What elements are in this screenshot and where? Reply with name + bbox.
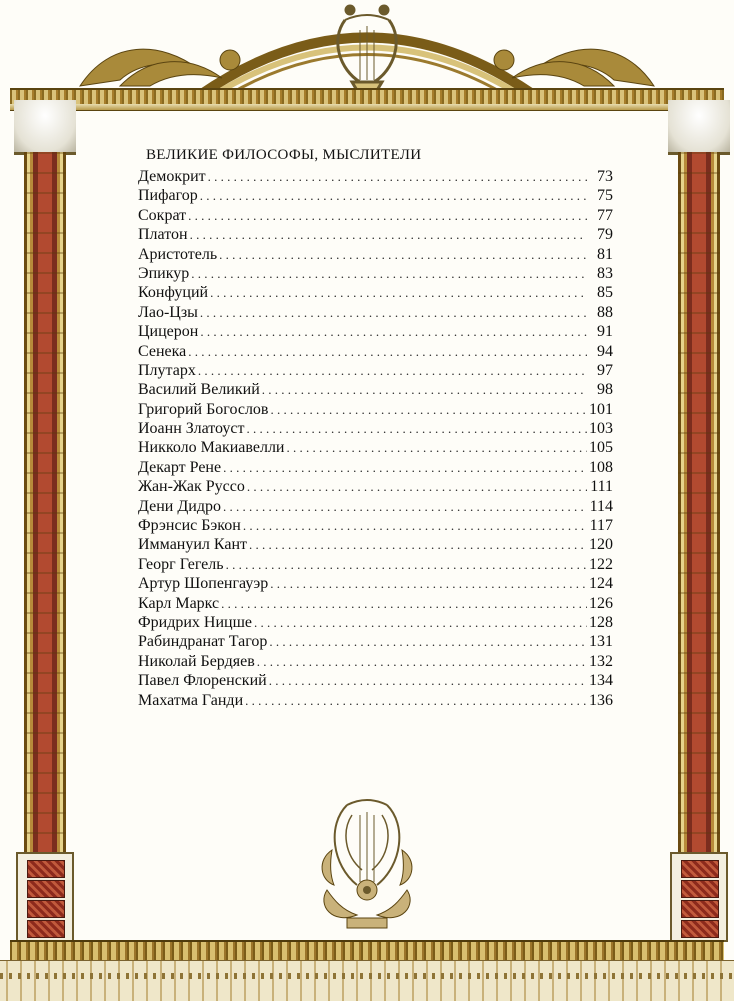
toc-leader-dots [270, 574, 587, 593]
right-column-capital [668, 100, 730, 155]
toc-leader-dots [208, 167, 587, 186]
toc-leader-dots [286, 438, 587, 457]
toc-entry [138, 652, 613, 671]
right-column-shaft [678, 152, 720, 852]
toc-entry-page: 94 [597, 342, 613, 360]
toc-leader-dots [270, 400, 587, 419]
toc-entry-name: Рабиндранат Тагор [138, 633, 268, 651]
toc-entry-page: 77 [597, 206, 613, 224]
toc-entry [138, 535, 613, 554]
toc-entry-page: 136 [589, 691, 613, 709]
bottom-cornice [10, 940, 724, 962]
toc-entry-name: Махатма Ганди [138, 691, 244, 709]
toc-leader-dots [223, 458, 587, 477]
toc-list [138, 167, 613, 710]
toc-entry-name: Декарт Рене [138, 458, 222, 476]
toc-entry-page: 81 [597, 245, 613, 263]
toc-entry [138, 574, 613, 593]
toc-leader-dots [188, 206, 587, 225]
toc-leader-dots [200, 322, 587, 341]
toc-entry-name: Николай Бердяев [138, 652, 255, 670]
toc-entry-name: Карл Маркс [138, 594, 220, 612]
toc-entry-name: Фрэнсис Бэкон [138, 517, 241, 535]
toc-entry-page: 98 [597, 381, 613, 399]
table-of-contents [138, 145, 613, 710]
toc-leader-dots [257, 652, 587, 671]
left-column-shaft [24, 152, 66, 852]
toc-entry [138, 497, 613, 516]
right-column-pedestal [670, 852, 728, 942]
toc-leader-dots [223, 497, 587, 516]
toc-entry-name: Эпикур [138, 264, 190, 282]
toc-leader-dots [190, 225, 587, 244]
toc-leader-dots [269, 632, 587, 651]
toc-entry-name: Никколо Макиавелли [138, 439, 285, 457]
toc-entry-page: 97 [597, 361, 613, 379]
toc-entry-name: Григорий Богослов [138, 400, 269, 418]
toc-entry [138, 438, 613, 457]
toc-entry-page: 103 [589, 420, 613, 438]
toc-leader-dots [226, 555, 587, 574]
toc-entry [138, 206, 613, 225]
toc-entry-page: 105 [589, 439, 613, 457]
toc-entry-name: Иммануил Кант [138, 536, 248, 554]
toc-leader-dots [200, 303, 587, 322]
toc-entry-page: 117 [589, 517, 613, 535]
toc-entry-name: Сократ [138, 206, 187, 224]
toc-leader-dots [188, 342, 587, 361]
toc-entry-name: Пифагор [138, 187, 198, 205]
toc-entry-page: 128 [589, 613, 613, 631]
toc-entry-page: 126 [589, 594, 613, 612]
toc-leader-dots [269, 671, 587, 690]
toc-entry-name: Дени Дидро [138, 497, 221, 515]
toc-leader-dots [191, 264, 587, 283]
toc-entry-name: Цицерон [138, 323, 199, 341]
toc-entry-name: Плутарх [138, 361, 196, 379]
toc-entry-name: Сенека [138, 342, 187, 360]
toc-entry-page: 101 [589, 400, 613, 418]
toc-entry [138, 400, 613, 419]
toc-leader-dots [247, 419, 587, 438]
toc-entry [138, 555, 613, 574]
toc-entry-page: 122 [589, 555, 613, 573]
toc-entry-name: Демокрит [138, 168, 206, 185]
toc-entry [138, 186, 613, 205]
toc-entry [138, 594, 613, 613]
toc-entry-name: Артур Шопенгауэр [138, 575, 269, 593]
toc-leader-dots [254, 613, 587, 632]
toc-entry [138, 303, 613, 322]
left-column [14, 100, 76, 942]
toc-leader-dots [245, 691, 587, 710]
toc-entry-name: Павел Флоренский [138, 672, 267, 690]
toc-entry-page: 131 [589, 633, 613, 651]
toc-entry [138, 380, 613, 399]
toc-leader-dots [243, 516, 587, 535]
toc-entry-name: Конфуций [138, 284, 209, 302]
toc-entry-page: 83 [597, 264, 613, 282]
toc-entry [138, 671, 613, 690]
toc-entry [138, 691, 613, 710]
left-column-pedestal [16, 852, 74, 942]
lyre-wreath-icon [312, 790, 422, 935]
toc-entry [138, 264, 613, 283]
toc-leader-dots [247, 477, 587, 496]
toc-entry-page: 114 [589, 497, 613, 515]
toc-leader-dots [198, 361, 587, 380]
toc-entry-page: 134 [589, 672, 613, 690]
top-cornice-trim [10, 104, 724, 111]
right-column [668, 100, 730, 942]
toc-entry [138, 342, 613, 361]
toc-entry [138, 322, 613, 341]
left-column-capital [14, 100, 76, 155]
toc-entry-page: 73 [597, 168, 613, 185]
toc-entry-page: 85 [597, 284, 613, 302]
bottom-frieze [0, 960, 734, 1001]
toc-entry-name: Лао-Цзы [138, 303, 198, 321]
toc-entry [138, 245, 613, 264]
toc-entry [138, 167, 613, 186]
toc-leader-dots [262, 380, 587, 399]
toc-leader-dots [210, 283, 587, 302]
toc-entry [138, 516, 613, 535]
toc-entry [138, 283, 613, 302]
toc-entry [138, 419, 613, 438]
toc-leader-dots [249, 535, 587, 554]
toc-entry-name: Жан-Жак Руссо [138, 478, 245, 496]
toc-entry [138, 477, 613, 496]
toc-entry-name: Иоанн Златоуст [138, 420, 245, 438]
toc-entry-name: Василий Великий [138, 381, 260, 399]
toc-entry-page: 88 [597, 303, 613, 321]
toc-entry-page: 111 [590, 478, 613, 496]
toc-entry-page: 124 [589, 575, 613, 593]
toc-entry-page: 75 [597, 187, 613, 205]
toc-entry-page: 91 [597, 323, 613, 341]
toc-entry [138, 613, 613, 632]
toc-entry [138, 632, 613, 651]
toc-entry-page: 79 [597, 226, 613, 244]
section-heading: ВЕЛИКИЕ ФИЛОСОФЫ, МЫСЛИТЕЛИ [146, 147, 422, 163]
toc-entry [138, 458, 613, 477]
toc-leader-dots [200, 186, 587, 205]
toc-entry [138, 225, 613, 244]
toc-entry-page: 120 [589, 536, 613, 554]
toc-entry-name: Фридрих Ницше [138, 613, 253, 631]
toc-entry-page: 108 [589, 458, 613, 476]
toc-entry-page: 132 [589, 652, 613, 670]
toc-entry-name: Аристотель [138, 245, 218, 263]
toc-entry-name: Георг Гегель [138, 555, 224, 573]
toc-leader-dots [219, 245, 587, 264]
toc-leader-dots [221, 594, 587, 613]
toc-entry-name: Платон [138, 226, 188, 244]
toc-entry [138, 361, 613, 380]
